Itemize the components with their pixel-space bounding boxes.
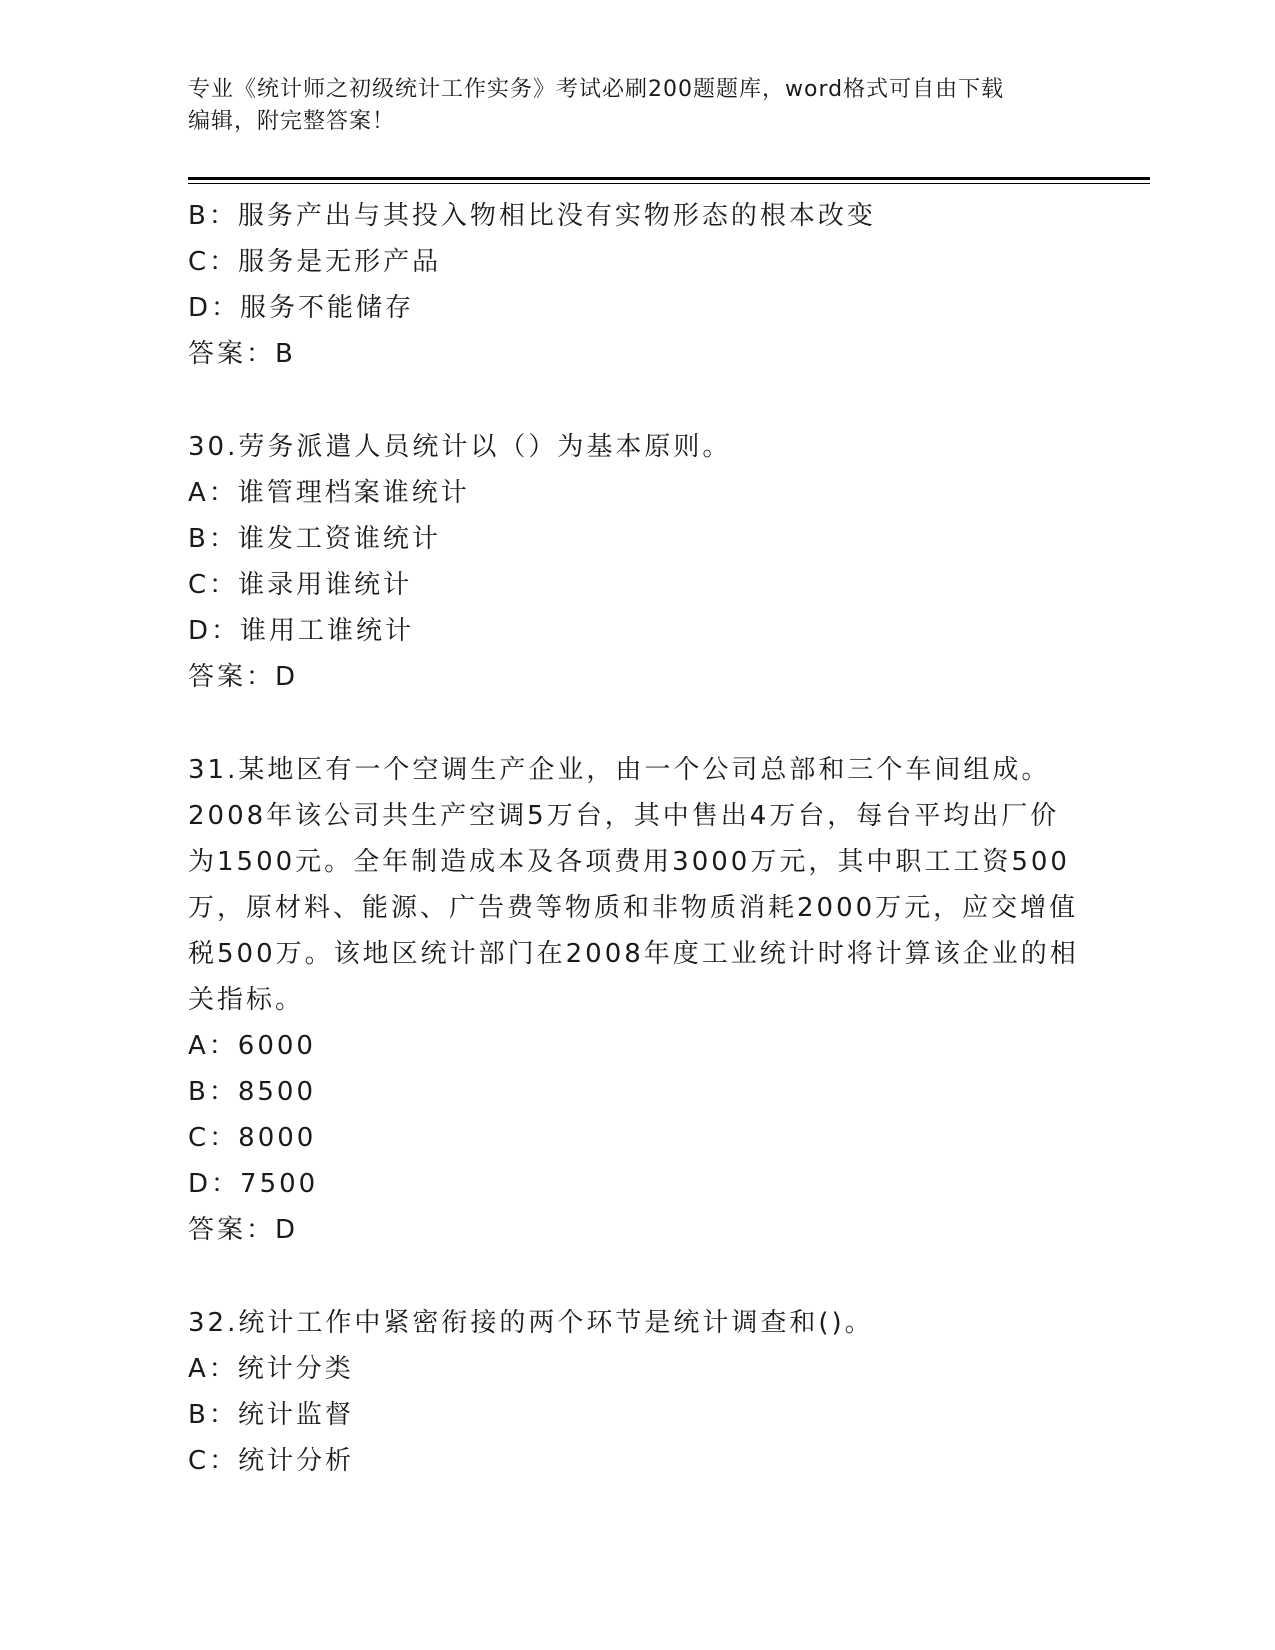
header-title-line-1: 专业《统计师之初级统计工作实务》考试必刷200题题库，word格式可自由下载 [188, 77, 1005, 102]
question-stem: 32.统计工作中紧密衔接的两个环节是统计调查和()。 [188, 1308, 874, 1338]
option-b: B：谁发工资谁统计 [188, 524, 441, 554]
header-divider-thick [188, 177, 1150, 180]
document-header [188, 74, 1068, 138]
option-d: D：谁用工谁统计 [188, 616, 415, 646]
question-stem: 30.劳务派遣人员统计以（）为基本原则。 [188, 432, 732, 462]
question-32 [188, 1300, 1088, 1484]
option-d: D：服务不能储存 [188, 293, 415, 323]
option-a: A：6000 [188, 1031, 316, 1061]
answer-text: 答案：D [188, 1215, 299, 1245]
option-a: A：谁管理档案谁统计 [188, 478, 470, 508]
header-divider-thin [188, 183, 1150, 184]
question-30 [188, 424, 1088, 700]
question-stem-line: 万，原材料、能源、广告费等物质和非物质消耗2000万元，应交增值 [188, 893, 1079, 923]
header-title-line-2: 编辑，附完整答案！ [188, 109, 396, 134]
option-a: A：统计分类 [188, 1354, 354, 1384]
option-c: C：服务是无形产品 [188, 247, 442, 277]
option-c: C：8000 [188, 1123, 317, 1153]
option-c: C：谁录用谁统计 [188, 570, 413, 600]
answer-text: 答案：D [188, 662, 299, 692]
answer-text: 答案：B [188, 339, 296, 369]
question-29-tail [188, 193, 1088, 377]
option-b: B：8500 [188, 1077, 317, 1107]
option-b: B：服务产出与其投入物相比没有实物形态的根本改变 [188, 201, 876, 231]
question-stem-line: 31.某地区有一个空调生产企业，由一个公司总部和三个车间组成。 [188, 755, 1051, 785]
question-stem-line: 税500万。该地区统计部门在2008年度工业统计时将计算该企业的相 [188, 939, 1079, 969]
question-list [188, 193, 1088, 1484]
question-stem-line: 2008年该公司共生产空调5万台，其中售出4万台，每台平均出厂价 [188, 801, 1060, 831]
option-d: D：7500 [188, 1169, 319, 1199]
question-stem-line: 关指标。 [188, 985, 305, 1015]
option-c: C：统计分析 [188, 1446, 355, 1476]
option-b: B：统计监督 [188, 1400, 354, 1430]
question-31 [188, 747, 1088, 1253]
question-stem-line: 为1500元。全年制造成本及各项费用3000万元，其中职工工资500 [188, 847, 1070, 877]
